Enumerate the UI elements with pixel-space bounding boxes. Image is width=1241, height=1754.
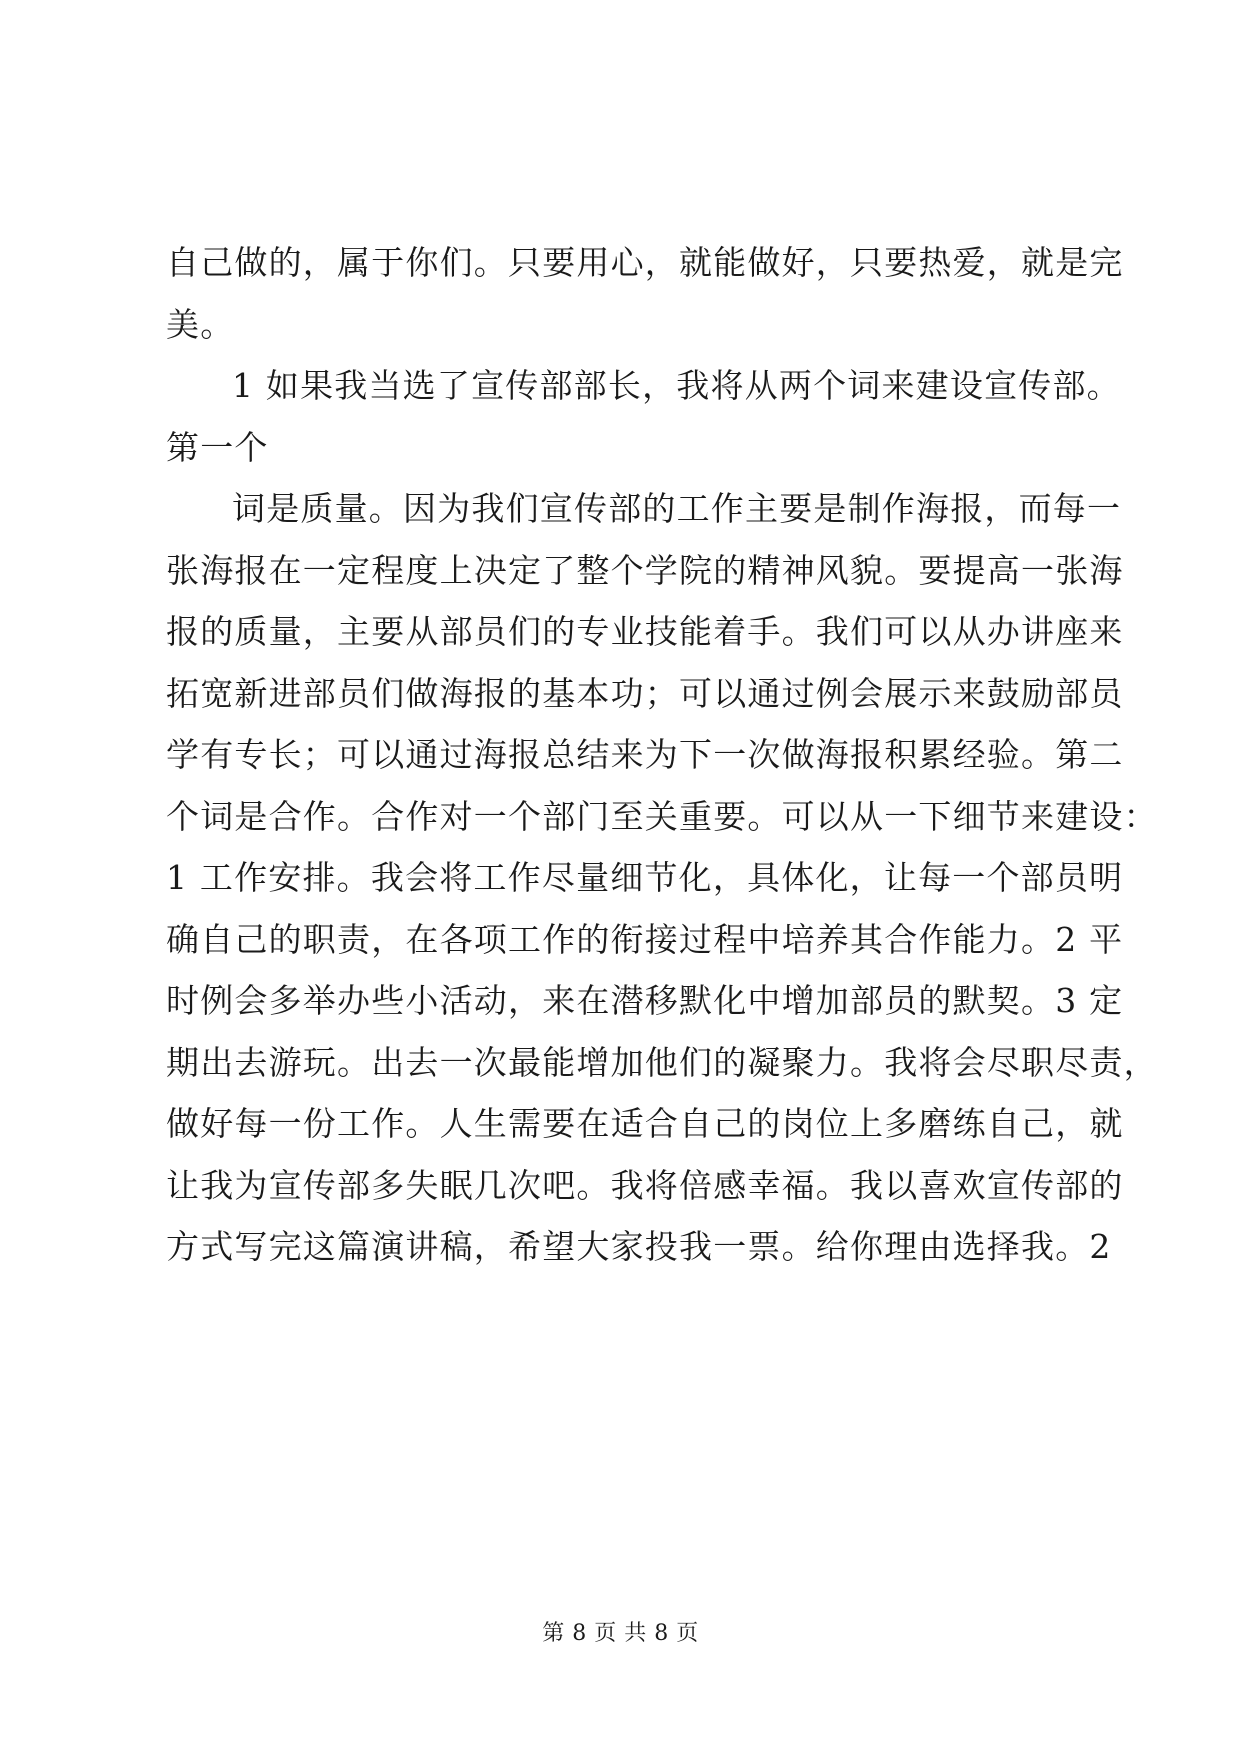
text-line: 时例会多举办些小活动，来在潜移默化中增加部员的默契。3 定 — [166, 981, 1124, 1020]
text-line: 让我为宣传部多失眠几次吧。我将倍感幸福。我以喜欢宣传部的 — [166, 1165, 1124, 1205]
text-line: 期出去游玩。出去一次最能增加他们的凝聚力。我将会尽职尽责， — [166, 1042, 1158, 1082]
paragraph-2 — [166, 355, 1121, 478]
text-line: 报的质量，主要从部员们的专业技能着手。我们可以从办讲座来 — [166, 612, 1124, 651]
text-line: 张海报在一定程度上决定了整个学院的精神风貌。要提高一张海 — [166, 550, 1124, 590]
text-line: 拓宽新进部员们做海报的基本功；可以通过例会展示来鼓励部员 — [166, 673, 1124, 713]
text-line: 个词是合作。合作对一个部门至关重要。可以从一下细节来建设： — [166, 796, 1158, 836]
paragraph-1 — [166, 232, 1124, 355]
text-line: 做好每一份工作。人生需要在适合自己的岗位上多磨练自己，就 — [166, 1104, 1124, 1143]
text-line: 1 工作安排。我会将工作尽量细节化，具体化，让每一个部员明 — [166, 858, 1124, 897]
text-line: 1 如果我当选了宣传部部长，我将从两个词来建设宣传部。 — [232, 366, 1121, 405]
page-number-footer: 第 8 页 共 8 页 — [542, 1621, 699, 1646]
text-line: 词是质量。因为我们宣传部的工作主要是制作海报，而每一 — [232, 489, 1122, 528]
text-line: 学有专长；可以通过海报总结来为下一次做海报积累经验。第二 — [166, 735, 1124, 774]
text-line: 方式写完这篇演讲稿，希望大家投我一票。给你理由选择我。2 — [166, 1227, 1112, 1266]
text-line: 自己做的，属于你们。只要用心，就能做好，只要热爱，就是完 — [166, 243, 1124, 282]
text-line: 确自己的职责，在各项工作的衔接过程中培养其合作能力。2 平 — [166, 919, 1124, 959]
text-line: 第一个 — [166, 427, 269, 467]
document-body — [166, 232, 1158, 1278]
paragraph-3 — [166, 478, 1158, 1278]
text-line: 美。 — [166, 304, 235, 344]
